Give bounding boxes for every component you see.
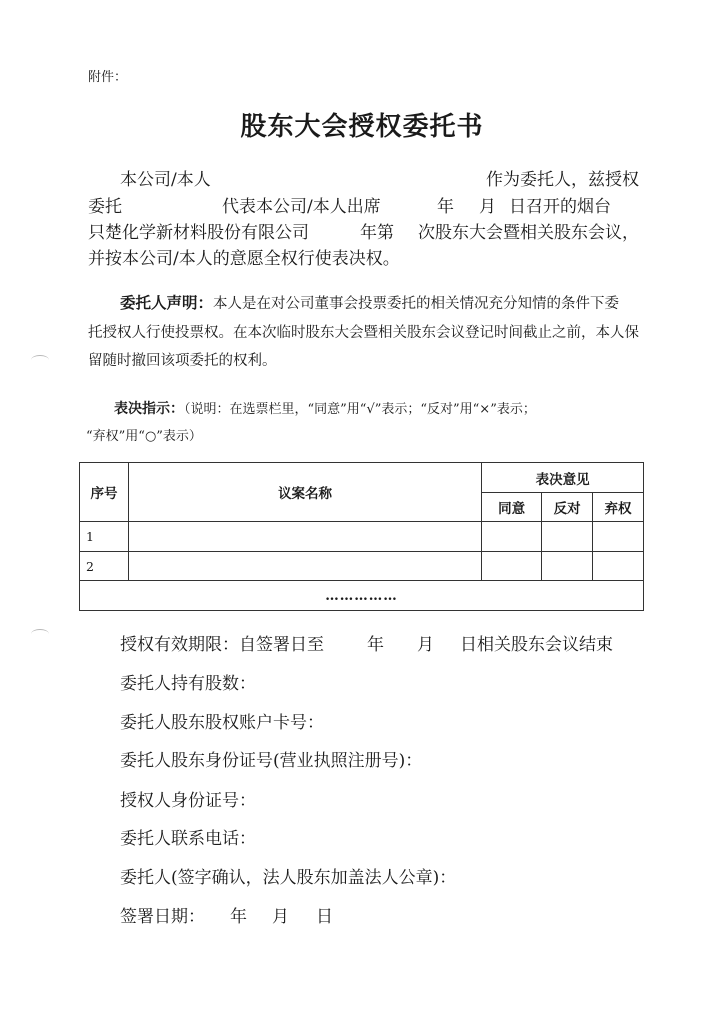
para-text: 本公司/本人 bbox=[120, 170, 211, 190]
sign-date-label: 签署日期： bbox=[120, 907, 205, 927]
validity-end: 日相关股东会议结束 bbox=[460, 635, 613, 655]
row-oppose-cell[interactable] bbox=[542, 552, 593, 581]
para-text: 年第 bbox=[360, 223, 394, 243]
header-seq: 序号 bbox=[80, 463, 129, 522]
document-title: 股东大会授权委托书 bbox=[240, 112, 484, 142]
sign-date-day: 日 bbox=[316, 907, 333, 927]
ellipsis-text: …………… bbox=[80, 581, 644, 611]
para-text: 委托 bbox=[88, 197, 122, 217]
para-text: 代表本公司/本人出席 bbox=[222, 197, 381, 217]
agent-id-field-label: 授权人身份证号： bbox=[120, 791, 256, 811]
declaration-line: 留随时撤回该项委托的权利。 bbox=[88, 353, 277, 369]
table-header-row bbox=[80, 463, 644, 493]
instruction-line bbox=[114, 398, 536, 418]
declaration-line bbox=[120, 291, 619, 313]
row-oppose-cell[interactable] bbox=[542, 522, 593, 552]
header-proposal-name: 议案名称 bbox=[128, 463, 481, 522]
account-field-label: 委托人股东股权账户卡号： bbox=[120, 713, 324, 733]
header-oppose: 反对 bbox=[542, 493, 593, 522]
instruction-line: “弃权”用“○”表示） bbox=[86, 429, 202, 444]
attachment-label: 附件： bbox=[88, 70, 128, 85]
table-row bbox=[80, 552, 644, 581]
row-abstain-cell[interactable] bbox=[593, 522, 644, 552]
table-ellipsis-row bbox=[80, 581, 644, 611]
para-text: 次股东大会暨相关股东会议， bbox=[418, 223, 639, 243]
table-row bbox=[80, 522, 644, 552]
row-seq: 1 bbox=[80, 522, 129, 552]
row-agree-cell[interactable] bbox=[482, 552, 542, 581]
instruction-label: 表决指示： bbox=[114, 401, 184, 417]
header-abstain: 弃权 bbox=[593, 493, 644, 522]
sign-date-month: 月 bbox=[272, 907, 289, 927]
signature-field-label: 委托人(签字确认，法人股东加盖法人公章)： bbox=[120, 868, 457, 888]
para-text: 日召开的烟台 bbox=[509, 197, 611, 217]
phone-field-label: 委托人联系电话： bbox=[120, 829, 256, 849]
declaration-label: 委托人声明： bbox=[120, 293, 214, 312]
punch-hole-mark bbox=[31, 629, 49, 639]
validity-month: 月 bbox=[417, 635, 434, 655]
para-text: 作为委托人，兹授权 bbox=[486, 170, 639, 190]
instruction-text: （说明：在选票栏里，“同意”用“√”表示；“反对”用“×”表示； bbox=[184, 402, 536, 417]
row-agree-cell[interactable] bbox=[482, 522, 542, 552]
voting-table bbox=[79, 462, 644, 611]
declaration-line: 托授权人行使投票权。在本次临时股东大会暨相关股东会议登记时间截止之前，本人保 bbox=[88, 325, 639, 341]
para-text: 只楚化学新材料股份有限公司 bbox=[88, 223, 309, 243]
para-text: 年 bbox=[437, 197, 454, 217]
punch-hole-mark bbox=[31, 355, 49, 365]
validity-label: 授权有效期限：自签署日至 bbox=[120, 635, 324, 655]
validity-year: 年 bbox=[367, 635, 384, 655]
header-vote-opinion: 表决意见 bbox=[482, 463, 644, 493]
para-text: 并按本公司/本人的意愿全权行使表决权。 bbox=[88, 249, 400, 269]
row-proposal-cell[interactable] bbox=[128, 522, 481, 552]
para-text: 月 bbox=[479, 197, 496, 217]
sign-date-year: 年 bbox=[230, 907, 247, 927]
row-seq: 2 bbox=[80, 552, 129, 581]
row-proposal-cell[interactable] bbox=[128, 552, 481, 581]
shares-field-label: 委托人持有股数： bbox=[120, 674, 256, 694]
declaration-text: 本人是在对公司董事会投票委托的相关情况充分知情的条件下委 bbox=[213, 296, 620, 312]
id-number-field-label: 委托人股东身份证号(营业执照注册号)： bbox=[120, 751, 423, 771]
row-abstain-cell[interactable] bbox=[593, 552, 644, 581]
header-agree: 同意 bbox=[482, 493, 542, 522]
